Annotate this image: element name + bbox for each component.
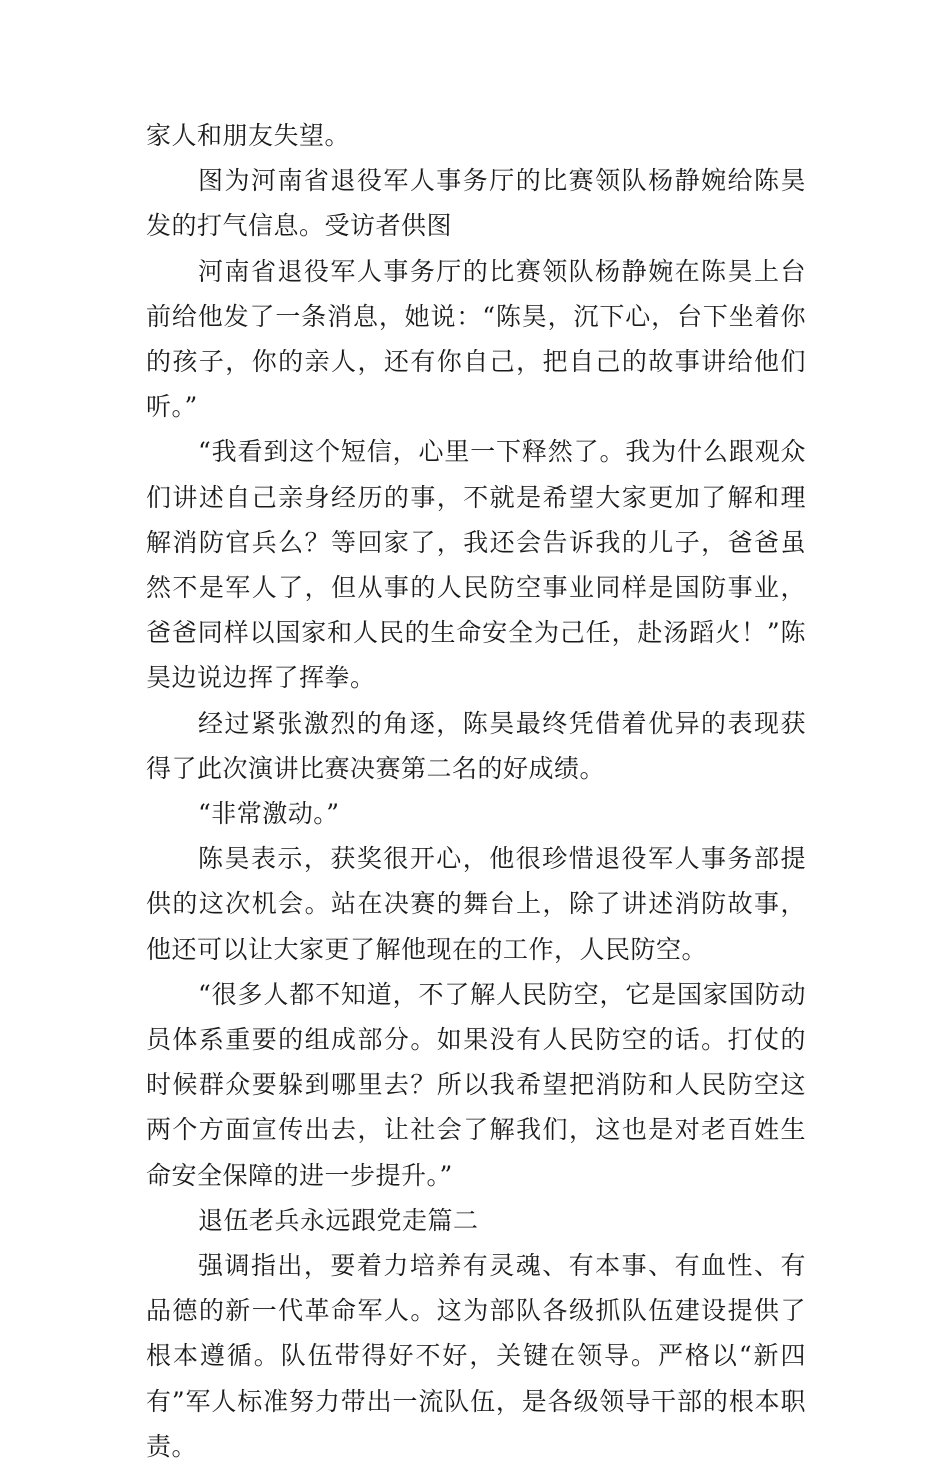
paragraph-10: 强调指出，要着力培养有灵魂、有本事、有血性、有品德的新一代革命军人。这为部队各级抓队伍建设提供了根本遵循。队伍带得好不好，关键在领导。严格以“新四有”军人标准努力带出一流队伍，是各级领导干部的根本职责。 bbox=[146, 1251, 806, 1461]
section-heading: 退伍老兵永远跟党走篇二 bbox=[198, 1205, 479, 1235]
paragraph-3: 河南省退役军人事务厅的比赛领队杨静婉在陈昊上台前给他发了一条消息，她说：“陈昊，沉下心，台下坐着你的孩子，你的亲人，还有你自己，把自己的故事讲给他们听。” bbox=[146, 256, 806, 422]
paragraph-1: 家人和朋友失望。 bbox=[146, 121, 351, 150]
paragraph-6: “非常激动。” bbox=[198, 799, 340, 829]
document-body bbox=[146, 113, 806, 1469]
paragraph-7: 陈昊表示，获奖很开心，他很珍惜退役军人事务部提供的这次机会。站在决赛的舞台上，除了讲述消防故事，他还可以让大家更了解他现在的工作，人民防空。 bbox=[146, 844, 806, 964]
paragraph-8: “很多人都不知道，不了解人民防空，它是国家国防动员体系重要的组成部分。如果没有人民防空的话。打仗的时候群众要躲到哪里去？所以我希望把消防和人民防空这两个方面宣传出去，让社会了解我们，这也是对老百姓生命安全保障的进一步提升。” bbox=[146, 979, 806, 1190]
paragraph-4: “我看到这个短信，心里一下释然了。我为什么跟观众们讲述自己亲身经历的事，不就是希望大家更加了解和理解消防官兵么？等回家了，我还会告诉我的儿子，爸爸虽然不是军人了，但从事的人民防空事业同样是国防事业，爸爸同样以国家和人民的生命安全为己任，赴汤蹈火！”陈昊边说边挥了挥拳。 bbox=[146, 437, 806, 693]
paragraph-2: 图为河南省退役军人事务厅的比赛领队杨静婉给陈昊发的打气信息。受访者供图 bbox=[146, 166, 806, 241]
paragraph-5: 经过紧张激烈的角逐，陈昊最终凭借着优异的表现获得了此次演讲比赛决赛第二名的好成绩。 bbox=[146, 708, 806, 783]
